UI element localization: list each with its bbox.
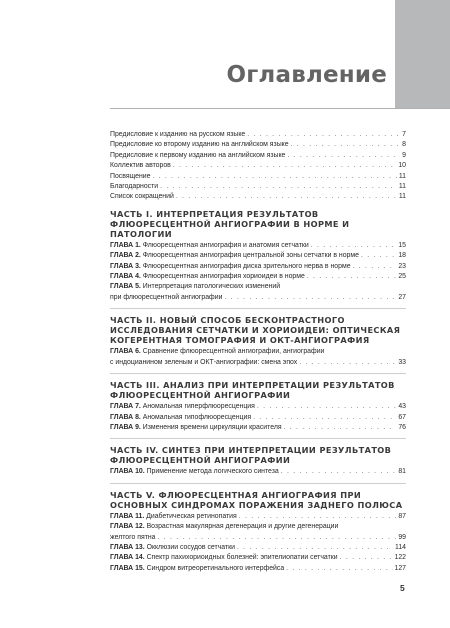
chapter-number: ГЛАВА 5. <box>110 283 141 291</box>
toc-entry[interactable] <box>110 262 406 272</box>
toc-entry-label <box>110 564 284 574</box>
toc-entry-page: 25 <box>398 273 406 281</box>
toc-entry[interactable] <box>110 282 406 303</box>
toc-entry-label <box>110 423 282 433</box>
part-heading[interactable]: ЧАСТЬ III. АНАЛИЗ ПРИ ИНТЕРПРЕТАЦИИ РЕЗУЛЬТАТОВ ФЛЮОРЕСЦЕНТНОЙ АНГИОГРАФИИ <box>110 380 395 401</box>
toc-entry-label <box>110 553 338 563</box>
toc-entry-text: Спектр пахихориоидных болезней: эпителиопатии сетчатки <box>146 554 338 562</box>
toc-entry[interactable] <box>110 423 406 433</box>
toc-entry-page: 11 <box>398 193 406 201</box>
leader-dots <box>247 130 400 140</box>
toc-entry[interactable] <box>110 522 406 543</box>
toc-entry-label <box>110 512 237 522</box>
toc-entry-label <box>110 241 309 251</box>
part-separator <box>110 308 406 309</box>
leader-dots <box>287 151 400 161</box>
leader-dots <box>253 413 396 423</box>
toc-entry-label <box>110 192 174 202</box>
part-heading[interactable]: ЧАСТЬ V. ФЛЮОРЕСЦЕНТНАЯ АНГИОГРАФИЯ ПРИ ОСНОВНЫХ СИНДРОМАХ ПОРАЖЕНИЯ ЗАДНЕГО ПОЛЮСА <box>110 489 403 510</box>
toc-entry-page: 76 <box>398 423 406 431</box>
toc-entry-page: 81 <box>398 468 406 476</box>
toc-entry[interactable] <box>110 182 406 192</box>
toc-entry-page: 9 <box>402 151 406 159</box>
page-number: 5 <box>400 583 405 593</box>
toc-entry-label <box>110 151 285 161</box>
leader-dots <box>361 251 396 261</box>
toc-entry-text: Применение метода логического синтеза <box>146 468 279 476</box>
leader-dots <box>307 272 397 282</box>
toc-entry[interactable] <box>110 140 406 150</box>
toc-entry-text: Аномальная гиперфлюоресценция <box>142 403 255 411</box>
toc-entry-page: 7 <box>402 131 406 138</box>
toc-entry-label: Возрастная макулярная дегенерация и другие дегенерации <box>146 523 339 531</box>
toc-entry-page: 18 <box>398 252 406 260</box>
leader-dots <box>158 533 397 543</box>
chapter-number: ГЛАВА 7. <box>110 403 141 411</box>
toc-entry-text: Синдром витреоретинального интерфейса <box>146 564 285 572</box>
leader-dots <box>237 543 393 553</box>
leader-dots <box>176 192 397 202</box>
chapter-number: ГЛАВА 14. <box>110 554 145 562</box>
chapter-number: ГЛАВА 12. <box>110 523 145 531</box>
toc-entry-text: Благодарности <box>110 183 159 191</box>
part-heading[interactable]: ЧАСТЬ I. ИНТЕРПРЕТАЦИЯ РЕЗУЛЬТАТОВ ФЛЮОРЕСЦЕНТНОЙ АНГИОГРАФИИ В НОРМЕ И ПАТОЛОГИИ <box>110 208 350 239</box>
toc-entry-first-line <box>110 282 406 292</box>
toc-entry[interactable] <box>110 251 406 261</box>
leader-dots <box>299 358 396 368</box>
part-separator <box>110 438 406 439</box>
toc-entry-page: 87 <box>398 512 406 520</box>
toc-entry-page: 15 <box>398 241 406 249</box>
toc-entry-text: Предисловие ко второму изданию на английском языке <box>110 141 289 149</box>
toc-entry-label-continued: с индоцианином зеленым и ОКТ-ангиографии: смена эпох <box>110 358 298 366</box>
chapter-number: ГЛАВА 4. <box>110 273 141 281</box>
toc-entry[interactable] <box>110 241 406 251</box>
toc-entry-label <box>110 251 359 261</box>
chapter-number: ГЛАВА 2. <box>110 252 141 260</box>
part-separator <box>110 373 406 374</box>
toc-entry-first-line <box>110 522 406 532</box>
toc-entry-label <box>110 262 351 272</box>
leader-dots <box>311 241 397 251</box>
chapter-number: ГЛАВА 11. <box>110 512 145 520</box>
toc-entry[interactable] <box>110 161 406 171</box>
toc-entry-second-line <box>110 533 406 543</box>
toc-entry-first-line <box>110 347 406 357</box>
toc-entry[interactable] <box>110 543 406 553</box>
toc-entry-label-continued: желтого пятна <box>110 533 156 541</box>
toc-entry-text: Предисловие к изданию на русском языке <box>110 131 246 138</box>
chapter-number: ГЛАВА 10. <box>110 468 145 476</box>
leader-dots <box>281 467 397 477</box>
chapter-number: ГЛАВА 6. <box>110 348 141 356</box>
toc-entry-text: Флюоресцентная ангиография хориоидеи в норме <box>142 273 305 281</box>
toc-entry-page: 99 <box>398 533 406 541</box>
toc-entry-text: Предисловие к первому изданию на английском языке <box>110 151 286 159</box>
toc-entry-second-line <box>110 293 406 303</box>
toc-entry-label <box>110 272 305 282</box>
toc-entry-label <box>110 402 255 412</box>
toc-entry-text: Флюоресцентная ангиография центральной зоны сетчатки в норме <box>142 252 359 260</box>
table-of-contents <box>110 130 406 574</box>
toc-entry[interactable] <box>110 413 406 423</box>
toc-entry-text: Аномальная гипофлюоресценция <box>142 413 252 421</box>
preface-list <box>110 130 406 203</box>
toc-entry[interactable] <box>110 172 406 182</box>
leader-dots <box>173 161 397 171</box>
toc-entry-text: Флюоресцентная ангиография диска зрительного нерва в норме <box>142 262 351 270</box>
leader-dots <box>284 423 397 433</box>
toc-entry[interactable] <box>110 130 406 140</box>
leader-dots <box>152 172 396 182</box>
toc-entry-label <box>110 413 251 423</box>
toc-entry-page: 10 <box>398 162 406 170</box>
toc-entry-page: 27 <box>398 293 406 301</box>
leader-dots <box>291 140 401 150</box>
toc-entry-second-line <box>110 358 406 368</box>
part-separator <box>110 483 406 484</box>
chapter-number: ГЛАВА 1. <box>110 241 141 249</box>
part-heading[interactable]: ЧАСТЬ IV. СИНТЕЗ ПРИ ИНТЕРПРЕТАЦИИ РЕЗУЛЬТАТОВ ФЛЮОРЕСЦЕНТНОЙ АНГИОГРАФИИ <box>110 445 392 466</box>
toc-entry[interactable] <box>110 151 406 161</box>
toc-entry-text: Диабетическая ретинопатия <box>146 512 237 520</box>
toc-entry-page: 67 <box>398 413 406 421</box>
toc-entry-label <box>110 182 158 192</box>
leader-dots <box>160 182 397 192</box>
leader-dots <box>224 293 396 303</box>
toc-entry[interactable] <box>110 512 406 522</box>
toc-entry-text: Флюоресцентная ангиография и анатомия сетчатки <box>142 241 309 249</box>
toc-entry[interactable] <box>110 467 406 477</box>
toc-entry-text: Список сокращений <box>110 193 174 201</box>
toc-entry-page: 122 <box>394 554 406 562</box>
toc-entry-page: 43 <box>398 403 406 411</box>
toc-entry-label: Интерпретация патологических изменений <box>142 283 281 291</box>
toc-entry-page: 11 <box>398 183 406 191</box>
leader-dots <box>340 553 393 563</box>
toc-entry-label <box>110 161 171 171</box>
toc-entry-label <box>110 543 235 553</box>
chapter-number: ГЛАВА 15. <box>110 564 145 572</box>
leader-dots <box>286 564 392 574</box>
toc-entry-page: 23 <box>398 262 406 270</box>
chapter-number: ГЛАВА 9. <box>110 423 141 431</box>
toc-entry[interactable] <box>110 564 406 574</box>
corner-tab <box>395 0 450 108</box>
part-heading[interactable]: ЧАСТЬ II. НОВЫЙ СПОСОБ БЕСКОНТРАСТНОГО ИССЛЕДОВАНИЯ СЕТЧАТКИ И ХОРИОИДЕИ: ОПТИЧЕСКАЯ КОГЕРЕНТНАЯ ТОМОГРАФИЯ И ОКТ-АНГИОГРАФИЯ <box>110 315 401 346</box>
page-title: Оглавление <box>226 62 387 88</box>
title-rule <box>110 108 450 109</box>
toc-entry-label <box>110 172 150 182</box>
toc-entry-page: 11 <box>398 172 406 180</box>
leader-dots <box>353 262 397 272</box>
parts-list <box>110 209 406 574</box>
toc-entry-text: Окклюзии сосудов сетчатки <box>146 543 235 551</box>
toc-entry-label <box>110 467 279 477</box>
toc-entry-page: 8 <box>402 141 406 149</box>
toc-entry[interactable] <box>110 192 406 202</box>
chapter-number: ГЛАВА 8. <box>110 413 141 421</box>
toc-entry-text: Коллектив авторов <box>110 162 171 170</box>
toc-entry[interactable] <box>110 272 406 282</box>
toc-entry-label <box>110 130 245 140</box>
toc-entry[interactable] <box>110 347 406 368</box>
toc-entry-label-continued: при флюоресцентной ангиографии <box>110 293 223 301</box>
leader-dots <box>239 512 397 522</box>
toc-entry-label <box>110 140 289 150</box>
toc-entry-page: 33 <box>398 358 406 366</box>
toc-entry-page: 127 <box>394 564 406 572</box>
chapter-number: ГЛАВА 13. <box>110 543 145 551</box>
toc-entry[interactable] <box>110 402 406 412</box>
chapter-number: ГЛАВА 3. <box>110 262 141 270</box>
leader-dots <box>257 402 396 412</box>
toc-entry[interactable] <box>110 553 406 563</box>
toc-entry-text: Посвящение <box>110 172 151 180</box>
toc-entry-label: Сравнение флюоресцентной ангиографии, ангиографии <box>142 348 325 356</box>
toc-entry-text: Изменения времени циркуляции красителя <box>142 423 282 431</box>
toc-entry-page: 114 <box>395 543 406 551</box>
